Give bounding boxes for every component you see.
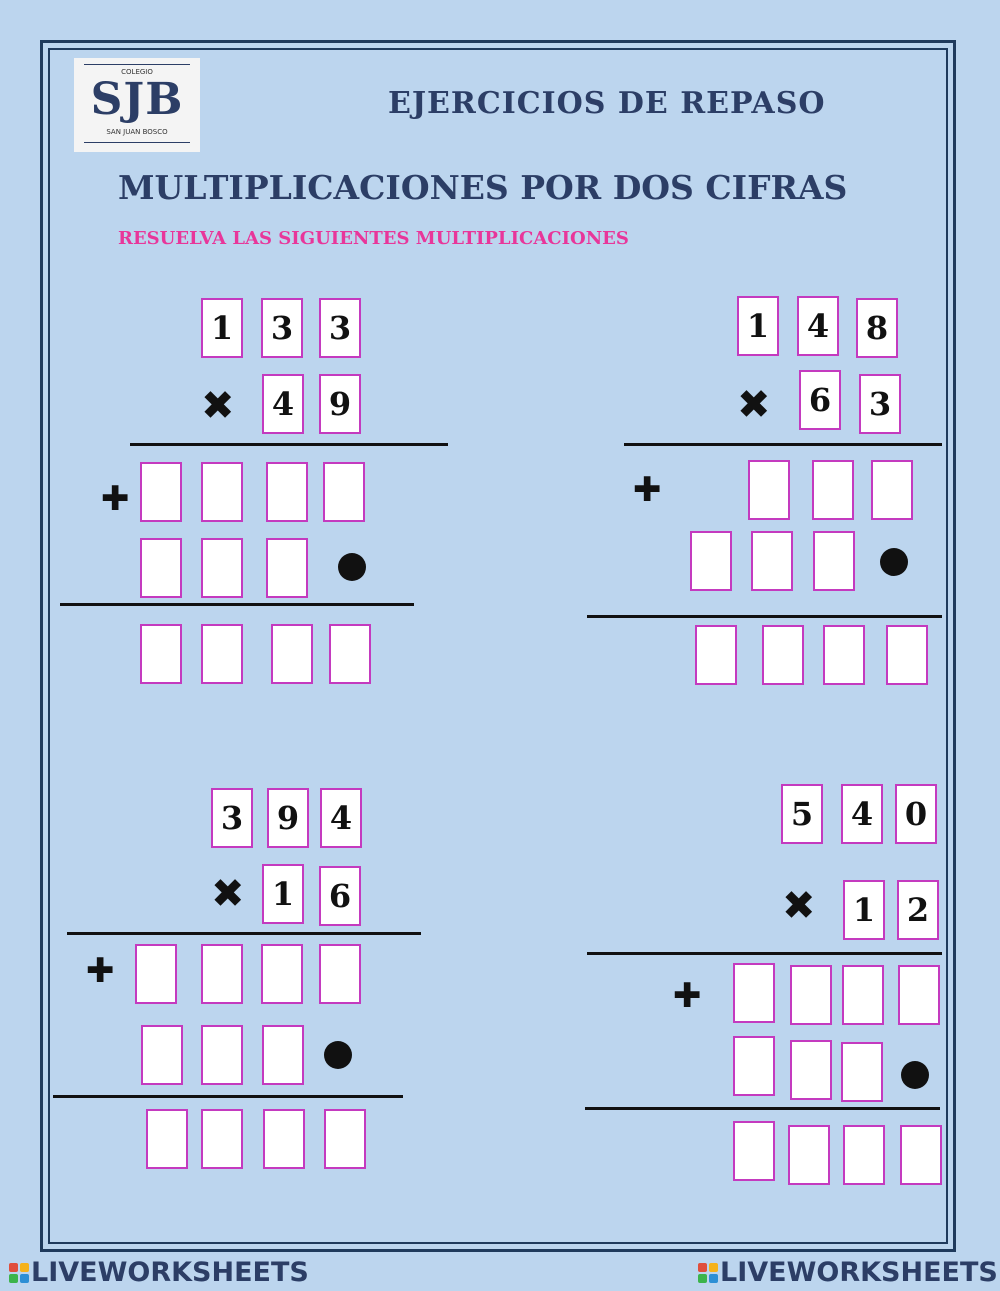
partial-product-1-input[interactable] bbox=[323, 462, 365, 522]
liveworksheets-footer-left[interactable] bbox=[9, 1257, 309, 1288]
partial-product-1-input[interactable] bbox=[319, 944, 361, 1004]
partial-product-1-input[interactable] bbox=[790, 965, 832, 1025]
plus-icon: ✚ bbox=[101, 479, 130, 519]
multiplier-digit: 6 bbox=[319, 866, 361, 926]
liveworksheets-logo-icon bbox=[9, 1263, 29, 1283]
partial-product-2-input[interactable] bbox=[751, 531, 793, 591]
divider-line bbox=[60, 603, 414, 606]
multiplicand-digit: 3 bbox=[319, 298, 361, 358]
multiplicand-digit: 1 bbox=[737, 296, 779, 356]
partial-product-2-input[interactable] bbox=[841, 1042, 883, 1102]
divider-line bbox=[53, 1095, 403, 1098]
partial-product-1-input[interactable] bbox=[201, 944, 243, 1004]
multiplicand-digit: 0 bbox=[895, 784, 937, 844]
multiplicand-digit: 4 bbox=[841, 784, 883, 844]
result-input[interactable] bbox=[695, 625, 737, 685]
multiplicand-digit: 3 bbox=[261, 298, 303, 358]
multiplicand-digit: 4 bbox=[797, 296, 839, 356]
liveworksheets-footer-right[interactable] bbox=[698, 1257, 998, 1288]
multiplicand-digit: 1 bbox=[201, 298, 243, 358]
partial-product-2-input[interactable] bbox=[690, 531, 732, 591]
result-input[interactable] bbox=[843, 1125, 885, 1185]
times-icon: ✖ bbox=[782, 883, 816, 929]
partial-product-2-input[interactable] bbox=[141, 1025, 183, 1085]
partial-product-1-input[interactable] bbox=[140, 462, 182, 522]
result-input[interactable] bbox=[823, 625, 865, 685]
result-input[interactable] bbox=[762, 625, 804, 685]
result-input[interactable] bbox=[788, 1125, 830, 1185]
times-icon: ✖ bbox=[201, 383, 235, 429]
partial-product-1-input[interactable] bbox=[842, 965, 884, 1025]
partial-product-2-input[interactable] bbox=[140, 538, 182, 598]
placeholder-dot bbox=[338, 553, 366, 581]
multiplier-digit: 6 bbox=[799, 370, 841, 430]
school-logo bbox=[74, 58, 200, 152]
result-input[interactable] bbox=[201, 1109, 243, 1169]
divider-line bbox=[587, 952, 942, 955]
partial-product-1-input[interactable] bbox=[201, 462, 243, 522]
partial-product-2-input[interactable] bbox=[201, 1025, 243, 1085]
partial-product-1-input[interactable] bbox=[871, 460, 913, 520]
partial-product-2-input[interactable] bbox=[262, 1025, 304, 1085]
divider-line bbox=[624, 443, 942, 446]
footer-brand-text: LIVEWORKSHEETS bbox=[31, 1257, 309, 1288]
result-input[interactable] bbox=[263, 1109, 305, 1169]
partial-product-1-input[interactable] bbox=[135, 944, 177, 1004]
divider-line bbox=[130, 443, 448, 446]
result-input[interactable] bbox=[900, 1125, 942, 1185]
partial-product-2-input[interactable] bbox=[733, 1036, 775, 1096]
partial-product-1-input[interactable] bbox=[812, 460, 854, 520]
logo-sub-text: SAN JUAN BOSCO bbox=[106, 128, 168, 136]
partial-product-2-input[interactable] bbox=[790, 1040, 832, 1100]
multiplicand-digit: 4 bbox=[320, 788, 362, 848]
result-input[interactable] bbox=[324, 1109, 366, 1169]
multiplicand-digit: 3 bbox=[211, 788, 253, 848]
partial-product-2-input[interactable] bbox=[201, 538, 243, 598]
worksheet-subheading: MULTIPLICACIONES POR DOS CIFRAS bbox=[118, 168, 848, 207]
multiplicand-digit: 5 bbox=[781, 784, 823, 844]
partial-product-1-input[interactable] bbox=[733, 963, 775, 1023]
divider-line bbox=[587, 615, 942, 618]
result-input[interactable] bbox=[140, 624, 182, 684]
result-input[interactable] bbox=[146, 1109, 188, 1169]
partial-product-1-input[interactable] bbox=[261, 944, 303, 1004]
multiplier-digit: 3 bbox=[859, 374, 901, 434]
worksheet-heading: EJERCICIOS DE REPASO bbox=[388, 86, 826, 121]
placeholder-dot bbox=[901, 1061, 929, 1089]
placeholder-dot bbox=[880, 548, 908, 576]
result-input[interactable] bbox=[201, 624, 243, 684]
times-icon: ✖ bbox=[211, 871, 245, 917]
footer-brand-text: LIVEWORKSHEETS bbox=[720, 1257, 998, 1288]
plus-icon: ✚ bbox=[86, 951, 115, 991]
logo-top-text: COLEGIO bbox=[121, 68, 153, 76]
multiplier-digit: 9 bbox=[319, 374, 361, 434]
partial-product-2-input[interactable] bbox=[266, 538, 308, 598]
partial-product-2-input[interactable] bbox=[813, 531, 855, 591]
result-input[interactable] bbox=[329, 624, 371, 684]
multiplier-digit: 1 bbox=[262, 864, 304, 924]
logo-main-text: SJB bbox=[90, 74, 184, 125]
partial-product-1-input[interactable] bbox=[748, 460, 790, 520]
result-input[interactable] bbox=[886, 625, 928, 685]
divider-line bbox=[67, 932, 421, 935]
multiplier-digit: 4 bbox=[262, 374, 304, 434]
partial-product-1-input[interactable] bbox=[898, 965, 940, 1025]
result-input[interactable] bbox=[271, 624, 313, 684]
plus-icon: ✚ bbox=[673, 976, 702, 1016]
multiplier-digit: 1 bbox=[843, 880, 885, 940]
divider-line bbox=[585, 1107, 940, 1110]
plus-icon: ✚ bbox=[633, 470, 662, 510]
liveworksheets-logo-icon bbox=[698, 1263, 718, 1283]
placeholder-dot bbox=[324, 1041, 352, 1069]
multiplicand-digit: 9 bbox=[267, 788, 309, 848]
partial-product-1-input[interactable] bbox=[266, 462, 308, 522]
instruction-text: RESUELVA LAS SIGUIENTES MULTIPLICACIONES bbox=[118, 228, 629, 249]
times-icon: ✖ bbox=[737, 382, 771, 428]
multiplicand-digit: 8 bbox=[856, 298, 898, 358]
multiplier-digit: 2 bbox=[897, 880, 939, 940]
result-input[interactable] bbox=[733, 1121, 775, 1181]
